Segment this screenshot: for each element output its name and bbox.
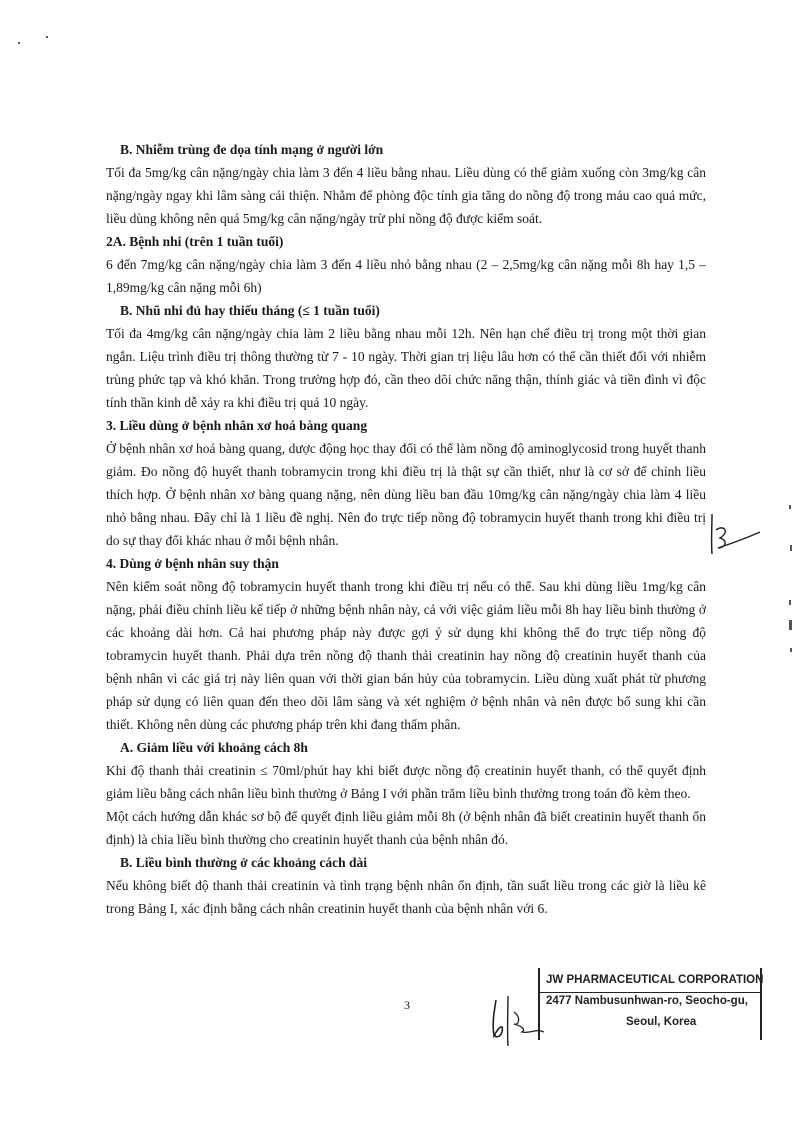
stamp-address-line: 2477 Nambusunhwan-ro, Seocho-gu, <box>546 995 748 1007</box>
section-heading: A. Giảm liều với khoảng cách 8h <box>120 740 308 755</box>
section-heading: 3. Liều dùng ở bệnh nhân xơ hoá bàng quang <box>106 418 368 433</box>
scan-speck <box>46 36 48 38</box>
scan-speck <box>789 600 791 605</box>
stamp-company-name: JW PHARMACEUTICAL CORPORATION <box>546 974 764 986</box>
stamp-city-line: Seoul, Korea <box>626 1016 697 1028</box>
page-number: 3 <box>404 998 410 1012</box>
scan-speck <box>790 648 792 652</box>
section-heading: B. Liều bình thường ở các khoảng cách dài <box>120 855 367 870</box>
section-heading: B. Nhũ nhi đủ hay thiếu tháng (≤ 1 tuần tuổi) <box>120 303 380 318</box>
document-body <box>106 138 706 920</box>
company-stamp <box>538 968 762 1040</box>
scan-speck <box>789 505 791 509</box>
section-heading: 4. Dùng ở bệnh nhân suy thận <box>106 556 279 571</box>
body-paragraph: Một cách hướng dẫn khác sơ bộ để quyết định liều giảm mỗi 8h (ở bệnh nhân đã biết creatinin huyết thanh ổn định) là chia liều bình thường cho creatinin huyết thanh của bệnh nhân đó. <box>106 809 706 847</box>
body-paragraph: Tối đa 4mg/kg cân nặng/ngày chia làm 2 liều bằng nhau mỗi 12h. Nên hạn chế điều trị trong một thời gian ngắn. Liệu trình điều trị thông thường từ 7 - 10 ngày. Thời gian trị liệu lâu hơn có thể cần thiết đối với nhiễm trùng phức tạp và khó khăn. Trong trường hợp đó, cần theo dõi chức năng thận, thính giác và tiền đình vì độc tính thần kinh dễ xảy ra khi điều trị quá 10 ngày. <box>106 326 706 410</box>
body-paragraph: 6 đến 7mg/kg cân nặng/ngày chia làm 3 đến 4 liều nhỏ bằng nhau (2 – 2,5mg/kg cân nặng mỗi 8h hay 1,5 – 1,89mg/kg cân nặng mỗi 6h) <box>106 257 706 295</box>
body-paragraph: Tối đa 5mg/kg cân nặng/ngày chia làm 3 đến 4 liều bằng nhau. Liều dùng có thể giảm xuống còn 3mg/kg cân nặng/ngày ngay khi lâm sàng cải thiện. Nhằm để phòng độc tính gia tăng do nồng độ trong máu cao quá mức, liều dùng không nên quá 5mg/kg cân nặng/ngày trừ phi nồng độ được kiểm soát. <box>106 165 706 226</box>
scan-speck <box>790 545 792 551</box>
section-heading: 2A. Bệnh nhi (trên 1 tuần tuổi) <box>106 234 284 249</box>
section-heading: B. Nhiễm trùng đe dọa tính mạng ở người lớn <box>120 142 384 157</box>
scan-speck <box>18 42 20 44</box>
body-paragraph: Khi độ thanh thải creatinin ≤ 70ml/phút hay khi biết được nồng độ creatinin huyết thanh, có thể quyết định giảm liều bằng cách nhân liều bình thường ở Bảng I với phần trăm liều bình thường trong toán đồ kèm theo. <box>106 763 706 801</box>
scan-speck <box>789 620 792 630</box>
body-paragraph: Ở bệnh nhân xơ hoá bàng quang, dược động học thay đổi có thể làm nồng độ aminoglycosid trong huyết thanh giảm. Đo nồng độ huyết thanh tobramycin trong khi điều trị là thật sự cần thiết, như là cơ sở để chỉnh liều thích hợp. Ở bệnh nhân xơ bàng quang nặng, nên dùng liều ban đầu 10mg/kg cân nặng/ngày chia làm 4 liều nhỏ bằng nhau. Đây chỉ là 1 liều đề nghị. Nên đo trực tiếp nồng độ tobramycin huyết thanh trong khi điều trị do sự thay đổi khác nhau ở mỗi bệnh nhân. <box>106 441 706 548</box>
margin-initial <box>706 510 766 560</box>
body-paragraph: Nếu không biết độ thanh thải creatinin và tình trạng bệnh nhân ổn định, tần suất liều trong các giờ là liều kê trong Bảng I, xác định bằng cách nhân creatinin huyết thanh của bệnh nhân với 6. <box>106 878 706 916</box>
handwritten-signature <box>486 992 556 1048</box>
body-paragraph: Nên kiểm soát nồng độ tobramycin huyết thanh trong khi điều trị nếu có thể. Sau khi dùng liều 1mg/kg cân nặng, phải điều chỉnh liều kế tiếp ở những bệnh nhân này, cả với việc giảm liều mỗi 8h hay liều bình thường ở các khoảng dài hơn. Cả hai phương pháp này được gợi ý sử dụng khi không thể đo trực tiếp nồng độ tobramycin huyết thanh. Phải dựa trên nồng độ thanh thải creatinin hay nồng độ creatinin huyết thanh của bệnh nhân vì các giá trị này liên quan với thời gian bán hủy của tobramycin. Liều dùng xuất phát từ phương pháp sử dụng có liên quan đến theo dõi lâm sàng và xét nghiệm ở bệnh nhân và nên được bổ sung khi cần thiết. Không nên dùng các phương pháp trên khi đang thẩm phân. <box>106 579 706 732</box>
